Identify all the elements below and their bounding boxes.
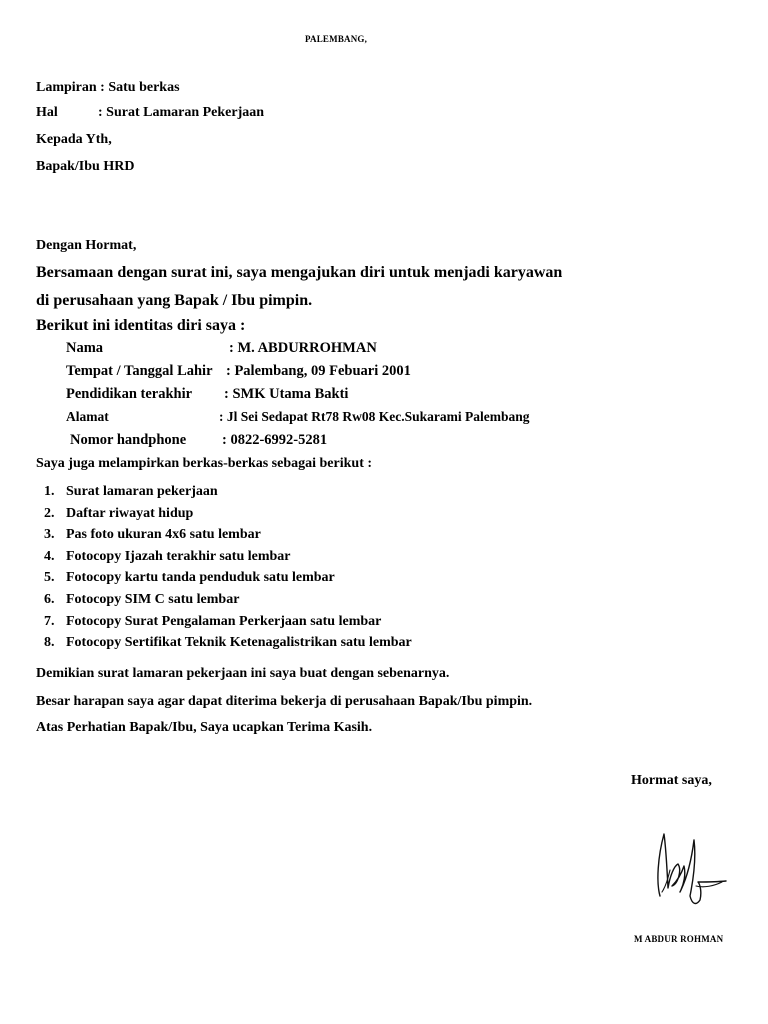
list-item-number: 2. <box>44 505 55 521</box>
identity-label: Pendidikan terakhir <box>66 386 193 402</box>
intro-line-2: di perusahaan yang Bapak / Ibu pimpin. <box>36 292 313 309</box>
list-item-number: 8. <box>44 635 55 651</box>
list-item-text: Daftar riwayat hidup <box>66 505 194 521</box>
list-item-number: 6. <box>44 591 55 607</box>
identity-label: Nama <box>66 340 104 356</box>
identity-row-phone <box>70 432 328 452</box>
list-item-text: Fotocopy kartu tanda penduduk satu lembar <box>66 570 335 586</box>
identity-value: : 0822-6992-5281 <box>222 432 328 448</box>
list-item-number: 4. <box>44 548 55 564</box>
recipient-line-2: Bapak/Ibu HRD <box>36 159 135 174</box>
place-date: PALEMBANG, <box>305 34 368 44</box>
closing-line-1: Demikian surat lamaran pekerjaan ini saya buat dengan sebenarnya. <box>36 666 450 681</box>
identity-label: Nomor handphone <box>70 432 187 448</box>
greeting: Dengan Hormat, <box>36 238 137 253</box>
subject-line <box>36 105 264 121</box>
closing-line-3: Atas Perhatian Bapak/Ibu, Saya ucapkan Terima Kasih. <box>36 720 373 735</box>
closing-line-2: Besar harapan saya agar dapat diterima bekerja di perusahaan Bapak/Ibu pimpin. <box>36 694 533 709</box>
list-item-text: Surat lamaran pekerjaan <box>66 484 218 499</box>
list-item-text: Fotocopy Surat Pengalaman Perkerjaan satu lembar <box>66 613 382 629</box>
regards: Hormat saya, <box>631 773 712 788</box>
attachments-intro: Saya juga melampirkan berkas-berkas sebagai berikut : <box>36 456 373 471</box>
list-item-text: Fotocopy Ijazah terakhir satu lembar <box>66 548 291 564</box>
identity-intro: Berikut ini identitas diri saya : <box>36 317 246 334</box>
identity-label: Alamat <box>66 409 109 424</box>
identity-value: : M. ABDURROHMAN <box>229 340 377 356</box>
list-item-text: Fotocopy Sertifikat Teknik Ketenagalistrikan satu lembar <box>66 635 412 651</box>
identity-value: : Palembang, 09 Febuari 2001 <box>226 363 411 379</box>
list-item-number: 1. <box>44 484 55 499</box>
identity-value: : Jl Sei Sedapat Rt78 Rw08 Kec.Sukarami Palembang <box>219 409 530 424</box>
identity-label: Tempat / Tanggal Lahir <box>66 363 213 379</box>
intro-line-1: Bersamaan dengan surat ini, saya mengajukan diri untuk menjadi karyawan <box>36 264 563 281</box>
identity-row-education <box>66 386 349 406</box>
attachment-line: Lampiran : Satu berkas <box>36 80 180 95</box>
list-item-number: 7. <box>44 613 55 629</box>
identity-row-address <box>66 409 530 429</box>
identity-value: : SMK Utama Bakti <box>224 386 349 402</box>
list-item-number: 3. <box>44 527 55 543</box>
list-item-text: Pas foto ukuran 4x6 satu lembar <box>66 527 261 543</box>
subject-value: : Surat Lamaran Pekerjaan <box>98 105 265 120</box>
list-item-text: Fotocopy SIM C satu lembar <box>66 591 240 607</box>
identity-row-birth <box>66 363 411 383</box>
signer-name: M ABDUR ROHMAN <box>634 934 724 944</box>
identity-row-name <box>66 340 377 360</box>
signature-image <box>648 826 730 908</box>
list-item-number: 5. <box>44 570 55 586</box>
subject-label: Hal <box>36 105 58 120</box>
recipient-line-1: Kepada Yth, <box>36 132 112 147</box>
